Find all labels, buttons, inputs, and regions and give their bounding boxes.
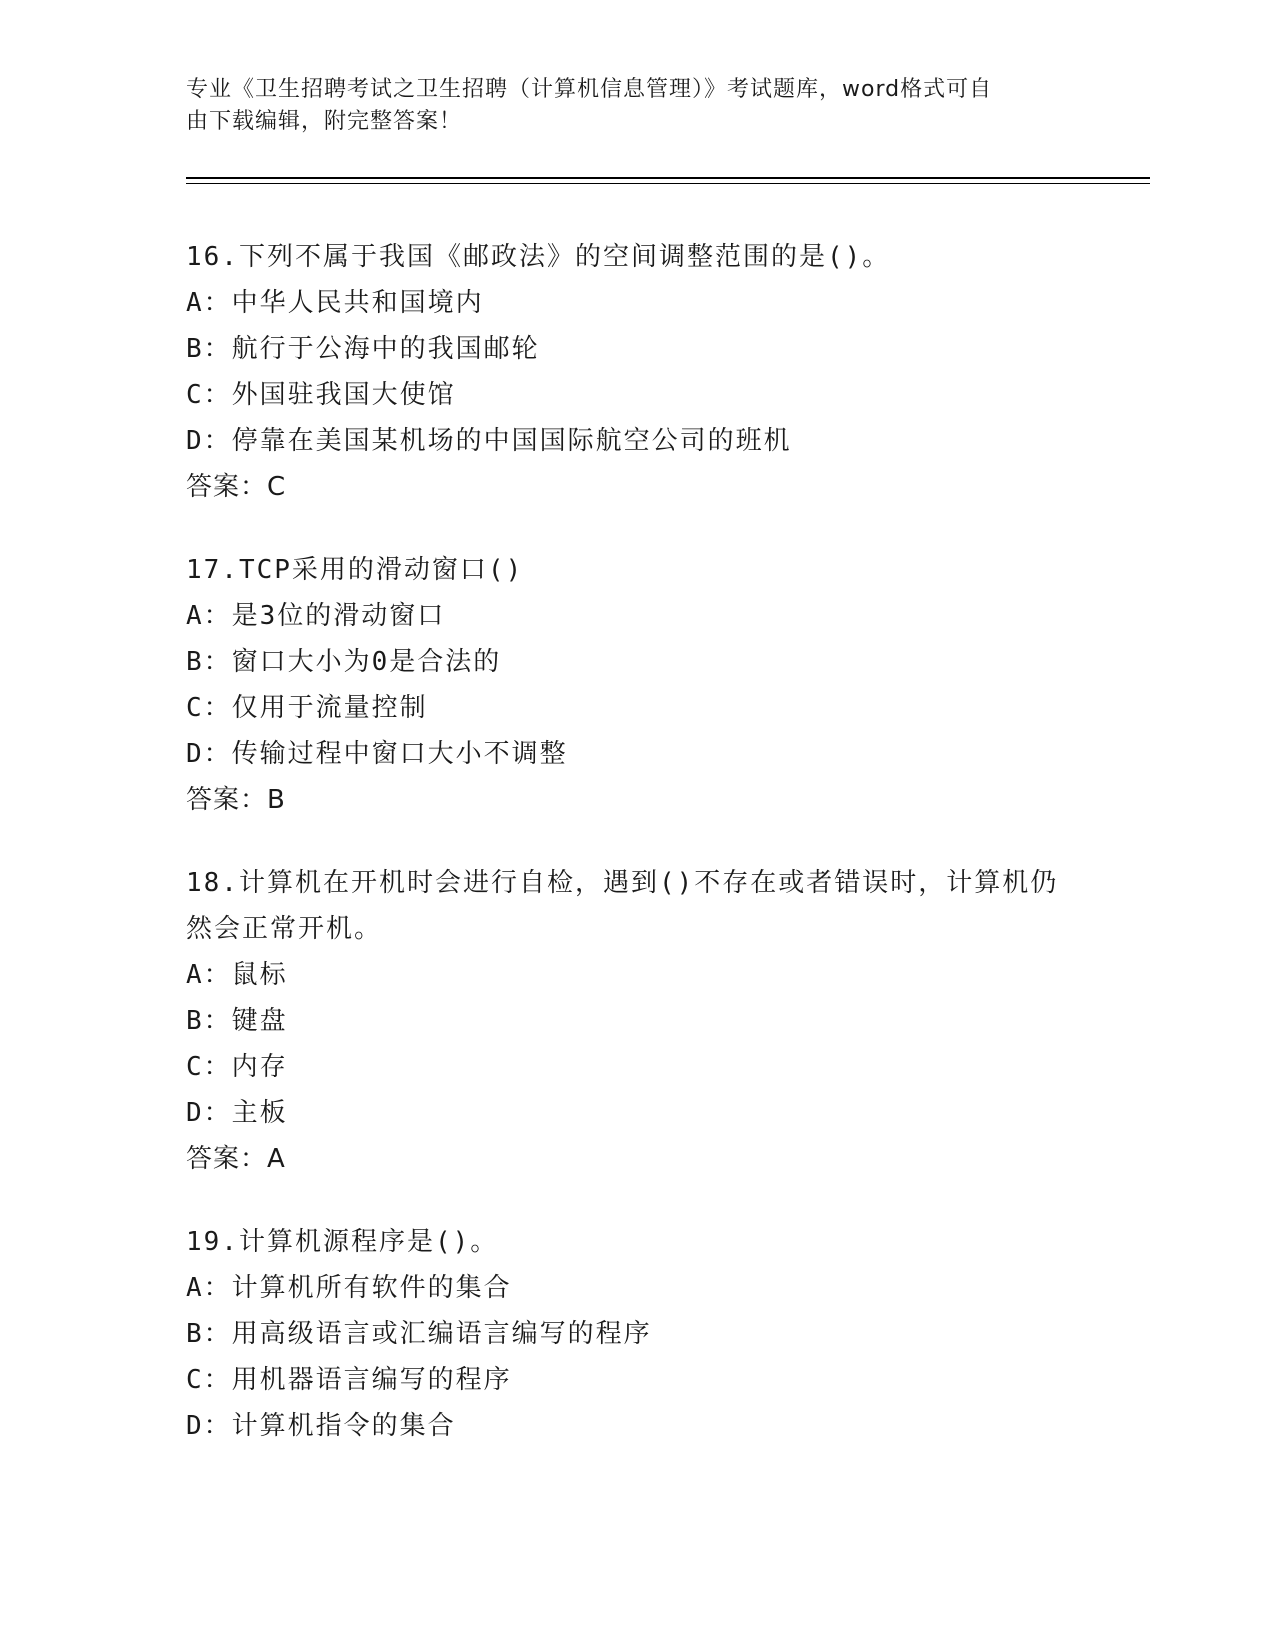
document-header: [186, 74, 1086, 138]
option-c: C：内存: [186, 1052, 288, 1082]
answer-label: 答案：C: [186, 472, 287, 502]
option-a: A：计算机所有软件的集合: [186, 1273, 512, 1303]
option-a: A：鼠标: [186, 960, 288, 990]
question-stem: 16.下列不属于我国《邮政法》的空间调整范围的是()。: [186, 242, 891, 272]
header-divider-thin: [186, 183, 1150, 184]
header-divider-thick: [186, 177, 1150, 179]
option-a: A：是3位的滑动窗口: [186, 601, 446, 631]
header-line-1: 专业《卫生招聘考试之卫生招聘（计算机信息管理）》考试题库，word格式可自: [186, 77, 993, 102]
answer-label: 答案：A: [186, 1144, 286, 1174]
option-b: B：键盘: [186, 1006, 288, 1036]
option-c: C：外国驻我国大使馆: [186, 380, 456, 410]
question-18: [186, 860, 1086, 1182]
question-19: [186, 1219, 1086, 1449]
header-line-2: 由下载编辑，附完整答案！: [186, 109, 463, 134]
option-b: B：用高级语言或汇编语言编写的程序: [186, 1319, 652, 1349]
question-17: [186, 547, 1086, 823]
answer-label: 答案：B: [186, 785, 286, 815]
option-a: A：中华人民共和国境内: [186, 288, 484, 318]
question-list: [186, 234, 1086, 1486]
option-b: B：窗口大小为0是合法的: [186, 647, 502, 677]
option-c: C：用机器语言编写的程序: [186, 1365, 512, 1395]
question-stem-line-2: 然会正常开机。: [186, 914, 383, 944]
option-b: B：航行于公海中的我国邮轮: [186, 334, 540, 364]
question-stem: 17.TCP采用的滑动窗口(): [186, 555, 524, 585]
question-stem-line-1: 18.计算机在开机时会进行自检，遇到()不存在或者错误时，计算机仍: [186, 868, 1059, 898]
question-stem: 19.计算机源程序是()。: [186, 1227, 499, 1257]
option-d: D：停靠在美国某机场的中国国际航空公司的班机: [186, 426, 792, 456]
option-d: D：计算机指令的集合: [186, 1411, 456, 1441]
option-c: C：仅用于流量控制: [186, 693, 428, 723]
question-16: [186, 234, 1086, 510]
option-d: D：传输过程中窗口大小不调整: [186, 739, 568, 769]
option-d: D：主板: [186, 1098, 288, 1128]
